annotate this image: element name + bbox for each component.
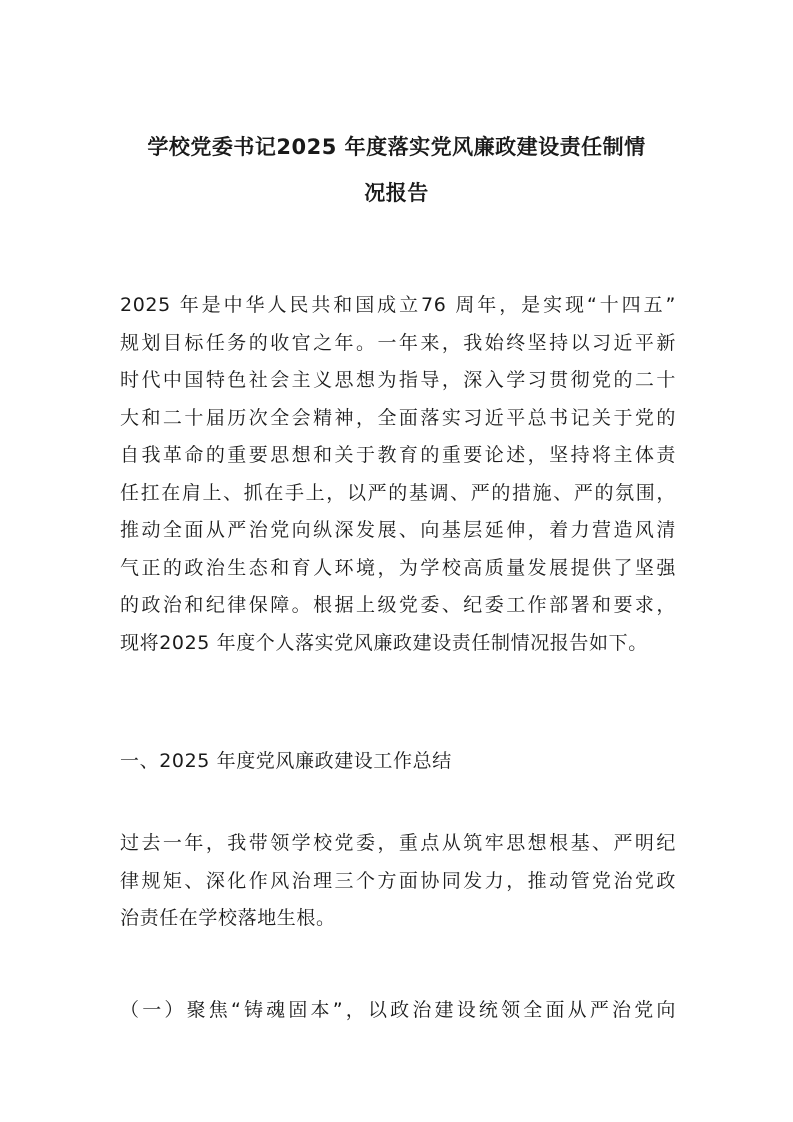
section-paragraph [120,825,676,938]
section-heading [120,743,676,781]
section-line: 治责任在学校落地生根。 [120,907,336,929]
intro-line: 现将2025 年度个人落实党风廉政建设责任制情况报告如下。 [120,631,648,654]
section-line: 律规矩、深化作风治理三个方面协同发力，推动管党治党政 [120,869,676,892]
title-line: 况报告 [364,181,429,205]
intro-line: 推动全面从严治党向纵深发展、向基层延伸，着力营造风清 [120,519,676,541]
section-line: 过去一年，我带领学校党委，重点从筑牢思想根基、严明纪 [120,832,676,854]
intro-paragraph [120,287,676,662]
intro-line: 大和二十届历次全会精神，全面落实习近平总书记关于党的 [120,406,676,429]
intro-line: 气正的政治生态和育人环境，为学校高质量发展提供了坚强 [120,556,676,579]
intro-line: 时代中国特色社会主义思想为指导，深入学习贯彻党的二十 [120,369,676,391]
section-heading-text: 一、2025 年度党风廉政建设工作总结 [120,750,452,772]
intro-line: 规划目标任务的收官之年。一年来，我始终坚持以习近平新 [120,331,676,354]
intro-line: 任扛在肩上、抓在手上，以严的基调、严的措施、严的氛围， [120,481,676,504]
subsection-heading-text: （一）聚焦“铸魂固本”，以政治建设统领全面从严治党向 [120,999,676,1021]
subsection-heading [120,992,676,1030]
intro-line: 2025 年是中华人民共和国成立76 周年，是实现“十四五” [120,294,676,316]
intro-line: 自我革命的重要思想和关于教育的重要论述，坚持将主体责 [120,444,676,466]
intro-line: 的政治和纪律保障。根据上级党委、纪委工作部署和要求， [120,594,676,616]
title-line: 学校党委书记2025 年度落实党风廉政建设责任制情 [147,135,646,159]
document-title [100,124,693,216]
